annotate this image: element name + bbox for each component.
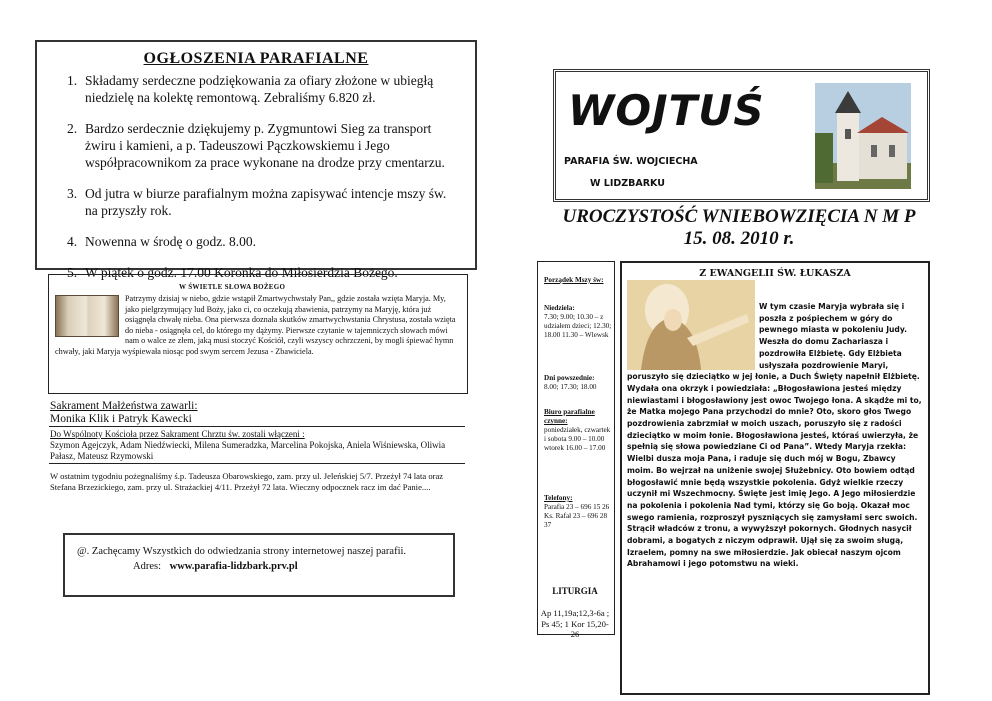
- divider: [49, 426, 465, 427]
- website-box: [63, 533, 455, 597]
- weekday-masses: Dni powszednie: 8.00; 17.30; 18.00: [544, 374, 597, 392]
- announcement-item: [67, 72, 461, 106]
- marriage-names: Monika Klik i Patryk Kawecki: [50, 413, 192, 425]
- masthead-title: WOJTUŚ: [568, 86, 765, 135]
- item-text: Od jutra w biurze parafialnym można zapisywać intencje mszy św. na przyszły rok.: [85, 186, 447, 218]
- gospel-heading: Z EWANGELII ŚW. ŁUKASZA: [699, 268, 851, 279]
- marriage-section: [50, 400, 464, 426]
- announcement-item: [67, 233, 461, 250]
- item-number: 4.: [67, 234, 78, 249]
- liturgy-readings: Ap 11,19a;12,3-6a ; Ps 45; 1 Kor 15,20-26: [540, 608, 610, 639]
- gospel-body: W tym czasie Maryja wybrała się i poszła z pośpiechem w góry do pewnego miasta w pokoleniu Judy. Weszła do domu Zachariasza i pozdrowiła Elżbietę. Gdy Elżbieta usłyszała pozdrowienie Maryi, poruszyło się dzieciątko w jej łonie, a Duch Święty napełnił Elżbietę. Wydała ona okrzyk i powiedziała: „Błogosławiona jesteś między niewiastami i błogosławiony jest owoc Twojego łona. A skądże mi to, że Matka mojego Pana przychodzi do mnie? Oto, skoro głos Twego pozdrowienia zabrzmiał w moich uszach, poruszyło się z radości dzieciątko w moim łonie. Błogosławiona jesteś, któraś uwierzyła, że spełnią się słowa powiedziane Ci od Pana”. Wtedy Maryja rzekła: Wielbi dusza moja Pana, i raduje się duch mój w Bogu, Zbawcy moim. Bo wejrzał na uniżenie swojej Służebnicy. Oto bowiem odtąd błogosławić mnie będą wszystkie pokolenia. Gdyż wielkie rzeczy uczynił mi Wszechmocny. Święte jest imię Jego. A Jego miłosierdzie na pokolenia i pokolenia Nad tymi, którzy się Go boją. Okazał moc swego ramienia, rozproszył pyszniących się zamysłami serc swoich. Strącił władców z tronu, a wywyższył pokornych. Głodnych nasycił dobrami, a bogatych z niczym odprawił. Ujął się za swoim sługą, Izraelem, pomny na swe miłosierdzie. Jak obiecał naszym ojcom Abrahamowi i jego potomstwu na wieki.: [627, 302, 922, 569]
- announcement-item: [67, 120, 461, 171]
- sunday-masses: Niedziela: 7.30; 9.00; 10.30 – z udziałem dzieci; 12.30; 18.00 11.30 – Wlewsk: [544, 304, 612, 340]
- liturgy-section: [537, 586, 613, 640]
- liturgy-heading: LITURGIA: [552, 586, 598, 596]
- reflection-text: [55, 294, 459, 358]
- item-text: Składamy serdeczne podziękowania za ofiary złożone w ubiegłą niedzielę na kolektę remontową. Zebraliśmy 6.820 zł.: [85, 73, 434, 105]
- phones: Telefony: Parafia 23 – 696 15 26 Ks. Rafał 23 – 696 28 37: [544, 494, 610, 530]
- website-invite: @. Zachęcamy Wszystkich do odwiedzania strony internetowej naszej parafii.: [77, 546, 407, 557]
- funerals-text: W ostatnim tygodniu pożegnaliśmy ś.p. Tadeusza Obarowskiego, zam. przy ul. Jeleńskiej 5/7. Przeżył 74 lata oraz Stefana Brzezickiego, zam. przy ul. Strażackiej 4/11. Przeżył 72 lata. Wieczny odpocznek racz im dać Panie....: [50, 471, 444, 492]
- item-number: 5.: [67, 265, 78, 280]
- feast-date: 15. 08. 2010 r.: [683, 228, 795, 249]
- website-link[interactable]: www.parafia-lidzbark.prv.pl: [169, 561, 298, 572]
- marriage-heading: Sakrament Małżeństwa zawarli:: [50, 400, 198, 412]
- item-number: 2.: [67, 121, 78, 136]
- item-text: W piątek o godz. 17.00 Koronka do Miłosierdzia Bożego.: [85, 265, 398, 280]
- image-spacer: [627, 301, 759, 369]
- announcements-box: [35, 40, 477, 280]
- divider: [49, 463, 465, 464]
- masthead-parish: PARAFIA ŚW. WOJCIECHA: [564, 156, 698, 167]
- masthead: [553, 69, 930, 202]
- reflection-box: [48, 274, 468, 394]
- announcements-list: [67, 72, 461, 295]
- gospel-text: [627, 301, 922, 570]
- baptism-names: Szymon Agejczyk, Adam Niedźwiecki, Milena Sumeradzka, Marcelina Pokojska, Aniela Wiśniewska, Oliwia Pałasz, Mateusz Rzymowski: [50, 440, 446, 461]
- website-address: [133, 561, 298, 572]
- baptism-heading: Do Wspólnoty Kościoła przez Sakrament Chrztu św. zostali włączeni :: [50, 429, 305, 439]
- schedule-box: [537, 261, 615, 635]
- item-number: 3.: [67, 186, 78, 201]
- reflection-body: Patrzymy dzisiaj w niebo, gdzie wstąpił Zmartwychwstały Pan,, gdzie została wzięta Maryja. My, jako pielgrzymujący lud Boży, jako ci, co oczekują zbawienia, patrzymy na Maryję, która już osiągnęła chwałę nieba. Ona pierwsza doznała skutków zmartwychwstania Chrystusa, została wzięta do nieba - osiągnęła cel, do którego my dążymy. Pierwsze czytanie w tajemniczych słowach mówi nam o walce ze złem, jaką musi stoczyć Kościół, czyli wszyscy ochrzczeni, by mogli śpiewać hymn chwały, jaki Maryja wyśpiewała niosąc pod swym sercem Jezusa - Zbawiciela.: [55, 294, 456, 356]
- office-hours: Biuro parafialne czynne: poniedziałek, czwartek i sobota 9.00 – 10.00 wtorek 16.00 – 17.00: [544, 408, 611, 453]
- feast-heading: [550, 206, 928, 250]
- announcements-title: OGŁOSZENIA PARAFIALNE: [143, 50, 369, 67]
- feast-title: UROCZYSTOŚĆ WNIEBOWZIĘCIA N M P: [562, 206, 916, 227]
- reflection-heading: W ŚWIETLE SŁOWA BOŻEGO: [179, 283, 286, 291]
- open-bible-image: [55, 295, 119, 337]
- masthead-town: W LIDZBARKU: [590, 178, 665, 189]
- item-text: Nowenna w środę o godz. 8.00.: [85, 234, 256, 249]
- gospel-box: [620, 261, 930, 695]
- schedule-heading: Porządek Mszy św:: [544, 276, 604, 284]
- website-label: Adres:: [133, 561, 161, 572]
- baptism-section: [50, 429, 464, 462]
- announcement-item: [67, 185, 461, 219]
- item-text: Bardzo serdecznie dziękujemy p. Zygmuntowi Sieg za transport żwiru i kamieni, a p. Tadeuszowi Pączkowskiemu i Jego współpracownikom za prace wykonane na drodze przy cmentarzu.: [85, 121, 445, 170]
- item-number: 1.: [67, 73, 78, 88]
- church-photo: [815, 83, 911, 189]
